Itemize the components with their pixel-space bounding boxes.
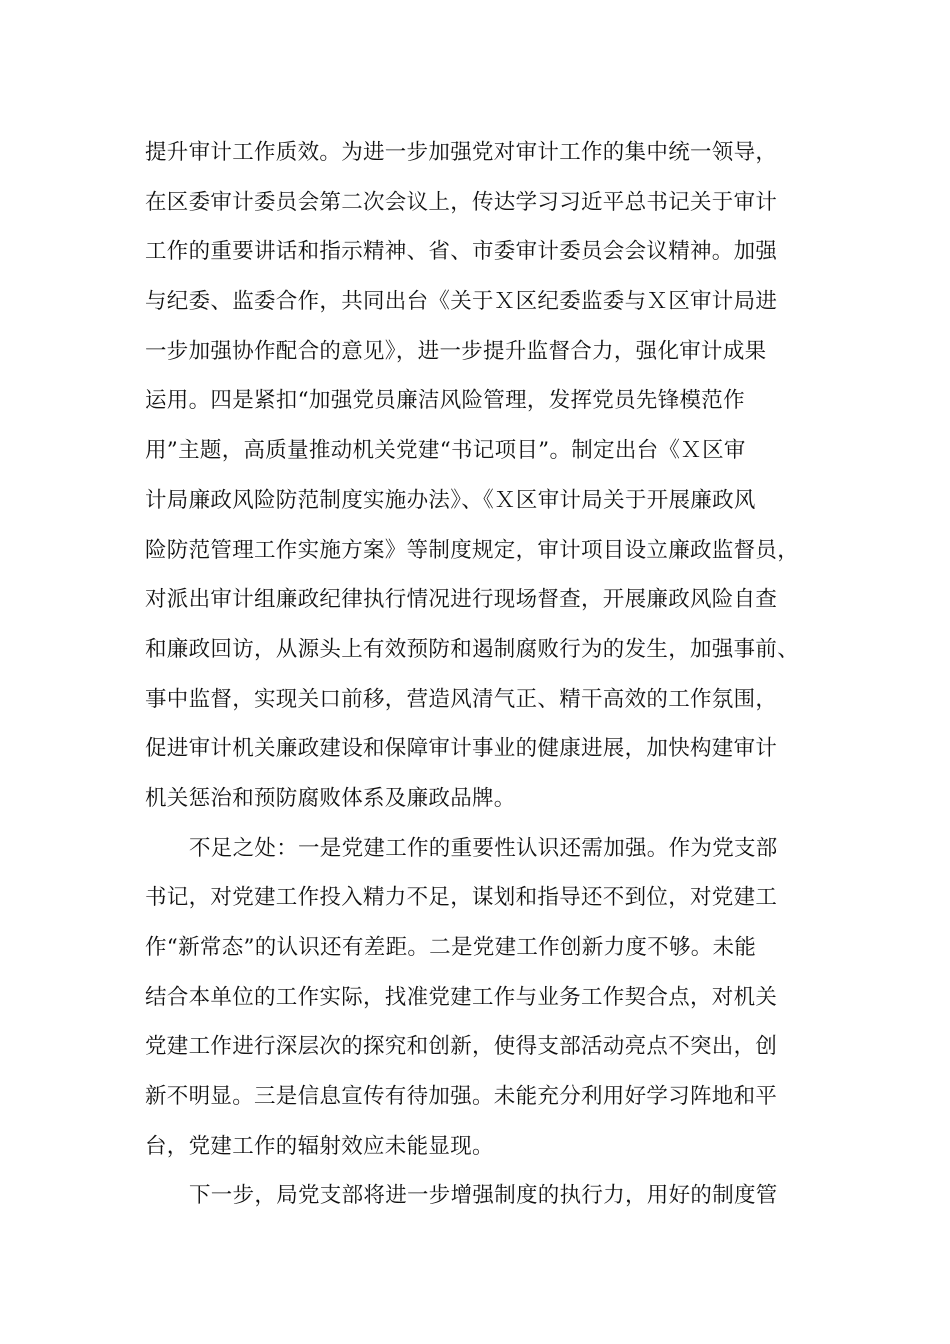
text-line: 险防范管理工作实施方案》等制度规定，审计项目设立廉政监督员， bbox=[145, 537, 800, 563]
paragraph-start-line: 不足之处：一是党建工作的重要性认识还需加强。作为党支部 bbox=[189, 835, 778, 861]
text-line: 书记，对党建工作投入精力不足，谋划和指导还不到位，对党建工 bbox=[145, 885, 778, 911]
text-line: 新不明显。三是信息宣传有待加强。未能充分利用好学习阵地和平 bbox=[145, 1084, 778, 1110]
text-line: 提升审计工作质效。为进一步加强党对审计工作的集中统一领导， bbox=[145, 140, 778, 165]
text-line: 对派出审计组廉政纪律执行情况进行现场督查，开展廉政风险自查 bbox=[145, 587, 778, 613]
text-line: 事中监督，实现关口前移，营造风清气正、精干高效的工作氛围， bbox=[145, 686, 778, 712]
text-line: 一步加强协作配合的意见》，进一步提升监督合力，强化审计成果 bbox=[145, 338, 767, 364]
text-line: 和廉政回访，从源头上有效预防和遏制腐败行为的发生，加强事前、 bbox=[145, 636, 800, 662]
paragraph-start-line: 下一步，局党支部将进一步增强制度的执行力，用好的制度管 bbox=[189, 1183, 778, 1209]
text-line: 计局廉政风险防范制度实施办法》、《Ｘ区审计局关于开展廉政风 bbox=[145, 487, 756, 513]
text-line: 机关惩治和预防腐败体系及廉政品牌。 bbox=[145, 785, 516, 811]
text-line: 用”主题，高质量推动机关党建“书记项目”。制定出台《Ｘ区审 bbox=[145, 438, 746, 464]
document-body bbox=[145, 128, 810, 1221]
text-line: 促进审计机关廉政建设和保障审计事业的健康进展，加快构建审计 bbox=[145, 736, 778, 762]
text-line: 台，党建工作的辐射效应未能显现。 bbox=[145, 1133, 494, 1159]
text-line: 运用。四是紧扣“加强党员廉洁风险管理，发挥党员先锋模范作 bbox=[145, 388, 745, 414]
text-line: 工作的重要讲话和指示精神、省、市委审计委员会会议精神。加强 bbox=[145, 239, 778, 265]
text-line: 与纪委、监委合作，共同出台《关于Ｘ区纪委监委与Ｘ区审计局进 bbox=[145, 289, 778, 315]
text-line: 结合本单位的工作实际，找准党建工作与业务工作契合点，对机关 bbox=[145, 984, 778, 1010]
text-line: 党建工作进行深层次的探究和创新，使得支部活动亮点不突出，创 bbox=[145, 1034, 778, 1060]
text-line: 作“新常态”的认识还有差距。二是党建工作创新力度不够。未能 bbox=[145, 935, 757, 960]
text-line: 在区委审计委员会第二次会议上，传达学习习近平总书记关于审计 bbox=[145, 189, 778, 215]
